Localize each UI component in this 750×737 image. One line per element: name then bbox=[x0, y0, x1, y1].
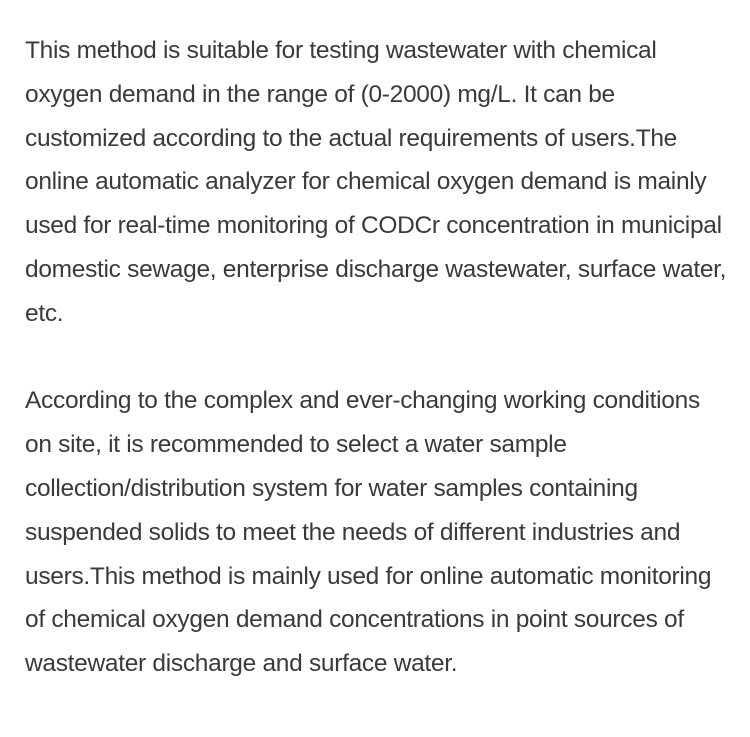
paragraph-sampling-recommendation: According to the complex and ever-changing working conditions on site, it is recommended to select a water sample collection/distribution system for water samples containing suspended solids to meet the needs of different industries and users.This method is mainly used for online automatic monitoring of chemical oxygen demand concentrations in point sources of wastewater discharge and surface water. bbox=[25, 387, 712, 678]
article-body bbox=[25, 29, 730, 686]
paragraph-method-description: This method is suitable for testing wastewater with chemical oxygen demand in the range of (0-2000) mg/L. It can be customized according to the actual requirements of users.The online automatic analyzer for chemical oxygen demand is mainly used for real-time monitoring of CODCr concentration in municipal domestic sewage, enterprise discharge wastewater, surface water, etc. bbox=[25, 37, 727, 327]
